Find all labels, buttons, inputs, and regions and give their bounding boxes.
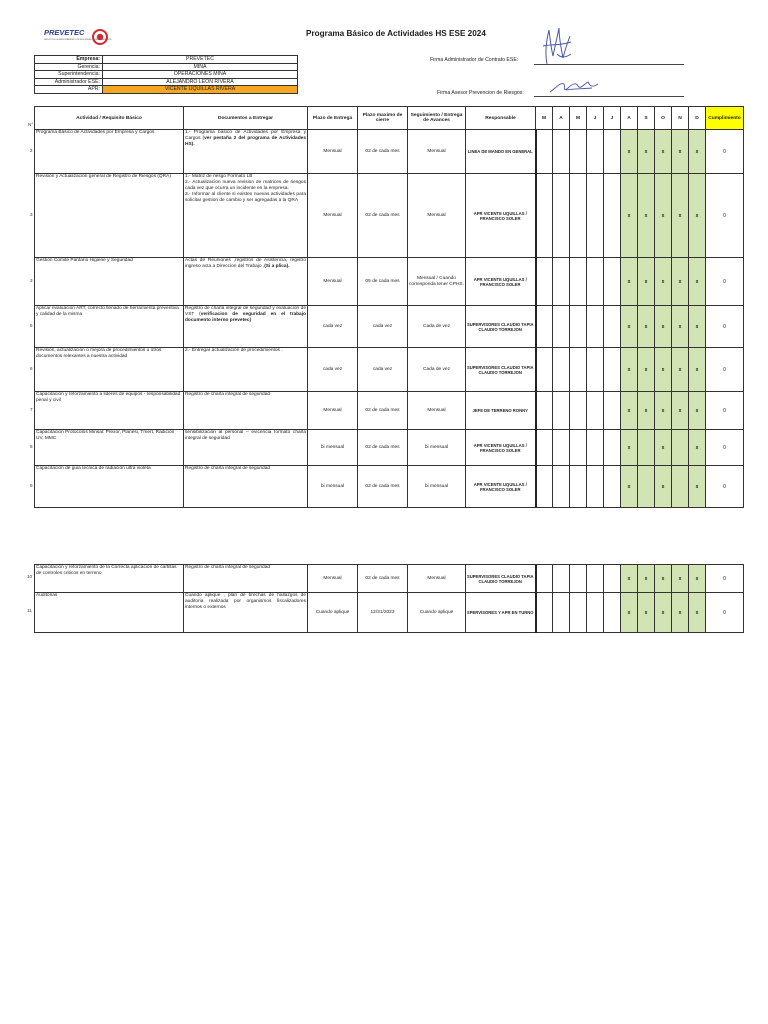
month-mark-cell — [570, 392, 587, 430]
responsible-cell: APR VICENTE UQUILLAS / FRANCISCO SOLER — [466, 466, 536, 508]
month-mark-cell: x — [621, 392, 638, 430]
month-mark-cell: x — [621, 348, 638, 392]
signature-asesor-image — [548, 78, 600, 101]
month-mark-cell — [553, 174, 570, 258]
header-month: M — [536, 107, 553, 130]
row-number: 11 — [27, 608, 32, 613]
month-mark-cell — [536, 593, 553, 633]
documents-text: Registro de charla integral de seguridad — [185, 565, 271, 570]
table-row — [35, 130, 744, 174]
close-cell: 02 de cada mes — [358, 466, 408, 508]
logo-subtext: SERVICIOS DE ASESORAMIENTO EN SEGURIDAD Y MEDIO AMBIENTE — [44, 39, 112, 41]
month-mark-cell: x — [689, 392, 706, 430]
activity-cell: Revisión, actualización o mejora de procedimientos u otros documentos relexantes a nuestra actividad — [35, 348, 184, 392]
month-mark-cell — [672, 430, 689, 466]
month-mark-cell — [604, 392, 621, 430]
table-gap-cell — [35, 508, 744, 565]
documents-text: 1.- Programa básico de Actividades por Empresa y Cargos ( — [185, 130, 306, 141]
month-mark-cell: x — [621, 306, 638, 348]
header-followup: Seguimiento / Entrega de Avances — [408, 107, 466, 130]
month-mark-cell: x — [689, 593, 706, 633]
month-mark-cell: x — [655, 593, 672, 633]
info-value: VICENTE UQUILLAS RIVERA — [103, 86, 298, 94]
month-mark-cell: x — [689, 258, 706, 306]
month-mark-cell — [672, 466, 689, 508]
month-mark-cell: x — [621, 430, 638, 466]
table-row — [35, 430, 744, 466]
close-cell: 12/31/2023 — [358, 593, 408, 633]
documents-cell — [184, 565, 308, 593]
header-deadline: Plazo de Entrega — [308, 107, 358, 130]
month-mark-cell — [604, 306, 621, 348]
month-mark-cell — [638, 430, 655, 466]
documents-cell — [184, 174, 308, 258]
table-row — [35, 258, 744, 306]
info-label: Superintendencia: — [35, 71, 103, 79]
info-row-administrador — [35, 78, 298, 86]
table-body — [35, 130, 744, 633]
month-mark-cell — [553, 565, 570, 593]
month-mark-cell — [570, 593, 587, 633]
compliance-cell: 0 — [706, 174, 744, 258]
month-mark-cell: x — [621, 130, 638, 174]
table-header-row — [35, 107, 744, 130]
deadline-cell: Mensual — [308, 174, 358, 258]
month-mark-cell — [570, 348, 587, 392]
followup-cell: Mensual / Cuando corresponda tener CPHS. — [408, 258, 466, 306]
responsible-cell: LINEA DE MANDO EN GENERAL — [466, 130, 536, 174]
month-mark-cell: x — [672, 174, 689, 258]
month-mark-cell — [587, 565, 604, 593]
documents-cell — [184, 348, 308, 392]
month-mark-cell: x — [621, 466, 638, 508]
month-mark-cell: x — [672, 593, 689, 633]
month-mark-cell: x — [689, 348, 706, 392]
deadline-cell: bi mensual — [308, 466, 358, 508]
month-mark-cell: x — [638, 258, 655, 306]
month-mark-cell — [587, 258, 604, 306]
month-mark-cell — [553, 348, 570, 392]
table-row — [35, 565, 744, 593]
month-mark-cell — [553, 392, 570, 430]
header-month: A — [553, 107, 570, 130]
month-mark-cell — [604, 348, 621, 392]
month-mark-cell — [536, 392, 553, 430]
page-title: Programa Básico de Actividades HS ESE 2024 — [306, 29, 486, 38]
followup-cell: Mensual — [408, 565, 466, 593]
month-mark-cell: x — [638, 392, 655, 430]
followup-cell: bi mensual — [408, 430, 466, 466]
documents-text: Actas de Reuniones ,registros de Asistencia, registro ingreso acta a Direccion del Trabajo , — [185, 258, 306, 269]
month-mark-cell: x — [621, 174, 638, 258]
activity-cell: Gestión Comité Paritario Higiene y Seguridad — [35, 258, 184, 306]
month-mark-cell — [587, 306, 604, 348]
close-cell: 02 de cada mes — [358, 130, 408, 174]
info-label: Gerencia: — [35, 63, 103, 71]
table-row — [35, 348, 744, 392]
header-month: J — [604, 107, 621, 130]
table-row — [35, 392, 744, 430]
responsible-cell: JEFE DE TERRENO RONNY — [466, 392, 536, 430]
row-number-header: N° — [28, 122, 34, 127]
month-mark-cell: x — [689, 430, 706, 466]
month-mark-cell — [553, 466, 570, 508]
header-month: A — [621, 107, 638, 130]
header-month: M — [570, 107, 587, 130]
signature-asesor-label: Firma Asesor Prevencion de Riesgos: — [437, 90, 524, 96]
month-mark-cell — [604, 593, 621, 633]
row-number: 5 — [30, 323, 33, 328]
responsible-cell: SUPERVISORES CLAUDIO TAPIA CLAUDIO TORREJON — [466, 306, 536, 348]
month-mark-cell: x — [689, 306, 706, 348]
signature-admin-image — [537, 24, 577, 73]
row-number: 6 — [30, 366, 33, 371]
month-mark-cell — [570, 565, 587, 593]
responsible-cell: SUPERVISORES CLAUDIO TAPIA CLAUDIO TORREJON — [466, 565, 536, 593]
compliance-cell: 0 — [706, 258, 744, 306]
month-mark-cell — [536, 258, 553, 306]
month-mark-cell: x — [638, 565, 655, 593]
compliance-cell: 0 — [706, 392, 744, 430]
month-mark-cell — [587, 130, 604, 174]
header-month: J — [587, 107, 604, 130]
followup-cell: Cada de vez — [408, 348, 466, 392]
logo-text: PREVETEC — [44, 28, 85, 37]
month-mark-cell — [587, 430, 604, 466]
close-cell: cada vez — [358, 306, 408, 348]
documents-bold-text: verificacion de seguridad en el trabajo documento interno prevetec) — [185, 312, 306, 323]
month-mark-cell — [570, 258, 587, 306]
activity-cell: Programa Básico de Actividades por Empresa y Cargos — [35, 130, 184, 174]
deadline-cell: Mensual — [308, 565, 358, 593]
logo-graphic — [42, 26, 114, 48]
month-mark-cell: x — [672, 258, 689, 306]
month-mark-cell — [536, 466, 553, 508]
responsible-cell: SUPERVISORES CLAUDIO TAPIA CLAUDIO TORREJON — [466, 348, 536, 392]
followup-cell: Mensual — [408, 130, 466, 174]
month-mark-cell: x — [672, 348, 689, 392]
month-mark-cell — [587, 593, 604, 633]
month-mark-cell — [587, 466, 604, 508]
close-cell: 02 de cada mes — [358, 565, 408, 593]
month-mark-cell — [553, 306, 570, 348]
info-row-superintendencia — [35, 71, 298, 79]
signature-admin-label: Firma Administrador de Contrato ESE: — [430, 57, 519, 63]
month-mark-cell: x — [655, 130, 672, 174]
row-number: 2 — [30, 148, 33, 153]
info-label: Administrador ESE: — [35, 78, 103, 86]
month-mark-cell — [604, 565, 621, 593]
responsible-cell: SPERVISORES Y APR EN TURNO — [466, 593, 536, 633]
month-mark-cell: x — [638, 130, 655, 174]
documents-text: Registro de charla integral de seguridad y evaluacion de VST ( — [185, 306, 306, 317]
month-mark-cell: x — [672, 130, 689, 174]
documents-text: Cuando aplique , plan de brechas de hallazgos de auditoria realizada por organismos fiscalizadores internos o externos — [185, 593, 306, 610]
documents-cell — [184, 130, 308, 174]
month-mark-cell — [604, 258, 621, 306]
month-mark-cell — [570, 466, 587, 508]
row-number: 3 — [30, 212, 33, 217]
row-number: 7 — [30, 407, 33, 412]
compliance-cell: 0 — [706, 430, 744, 466]
month-mark-cell — [536, 565, 553, 593]
info-label: Empresa: — [35, 56, 103, 64]
responsible-cell: APR VICENTE UQUILLAS / FRANCISCO SOLER — [466, 430, 536, 466]
month-mark-cell — [604, 430, 621, 466]
followup-cell: Cuando aplique — [408, 593, 466, 633]
month-mark-cell — [604, 130, 621, 174]
compliance-cell: 0 — [706, 466, 744, 508]
month-mark-cell: x — [689, 565, 706, 593]
month-mark-cell: x — [655, 348, 672, 392]
month-mark-cell — [604, 174, 621, 258]
close-cell: 02 de cada mes — [358, 174, 408, 258]
documents-bold-text: (Si a plica). — [264, 264, 290, 269]
responsible-cell: APR VICENTE UQUILLAS / FRANCISCO SOLER — [466, 174, 536, 258]
documents-bold-text: ver pestaña 2 del programa de Actividades HS). — [185, 136, 306, 147]
info-value: ALEJANDRO LEON RIVERA — [103, 78, 298, 86]
activity-cell: Capacitación y reforzamiento a lideres de equipos - responsabilidad penal y civil — [35, 392, 184, 430]
info-row-gerencia — [35, 63, 298, 71]
row-number: 10 — [27, 574, 33, 579]
table-row — [35, 174, 744, 258]
activity-cell: Auditorias — [35, 593, 184, 633]
activity-cell: Capacitación de guia tecnica de radiación ultra violeta — [35, 466, 184, 508]
compliance-cell: 0 — [706, 348, 744, 392]
close-cell: 02 de cada mes — [358, 392, 408, 430]
month-mark-cell — [536, 348, 553, 392]
company-info-table — [34, 55, 298, 94]
month-mark-cell — [536, 130, 553, 174]
month-mark-cell — [638, 466, 655, 508]
month-mark-cell: x — [655, 306, 672, 348]
month-mark-cell — [553, 130, 570, 174]
followup-cell: bi mensual — [408, 466, 466, 508]
month-mark-cell: x — [672, 392, 689, 430]
documents-text: sensibilización al personal – evicencia formato charla integral de seguridad — [185, 430, 306, 441]
month-mark-cell — [536, 430, 553, 466]
month-mark-cell: x — [655, 258, 672, 306]
row-number: 3 — [30, 278, 33, 283]
compliance-cell: 0 — [706, 130, 744, 174]
header-close: Plazo maximo de cierre — [358, 107, 408, 130]
deadline-cell: Mensual — [308, 392, 358, 430]
close-cell: 02 de cada mes — [358, 430, 408, 466]
month-mark-cell: x — [621, 258, 638, 306]
documents-text: 2.- Entregar actualización de procedimientos . — [185, 348, 283, 353]
deadline-cell: cada vez — [308, 348, 358, 392]
documents-cell — [184, 430, 308, 466]
month-mark-cell — [570, 306, 587, 348]
deadline-cell: Mensual — [308, 130, 358, 174]
documents-cell — [184, 392, 308, 430]
table-gap-row — [35, 508, 744, 565]
month-mark-cell: x — [638, 306, 655, 348]
month-mark-cell: x — [672, 565, 689, 593]
month-mark-cell: x — [621, 593, 638, 633]
month-mark-cell — [553, 593, 570, 633]
activity-cell: Aplicar evaluacion ART, correcto llenado de herramienta preventiva y calidad de la misma — [35, 306, 184, 348]
header-activity: Actividad / Requisito Básico — [35, 107, 184, 130]
month-mark-cell: x — [689, 466, 706, 508]
deadline-cell: bi mensual — [308, 430, 358, 466]
month-mark-cell: x — [655, 565, 672, 593]
month-mark-cell: x — [638, 348, 655, 392]
info-label: APR: — [35, 86, 103, 94]
month-mark-cell: x — [655, 466, 672, 508]
row-number: 9 — [30, 483, 33, 488]
activity-cell: Capacitacion y reforzamiento de la Correcta aplicacion de cartillas de controles criticos en terreno — [35, 565, 184, 593]
documents-text: 1.- Matriz de riesgo Formato LB 2.- Actualizacion nueva revision de matrices de riesgos cada vez que ocurra un incidente en la empresa. 3.- Informar al cliente si existen nuevas actividades para solicitar gestion de cambio y ser agregadas a la QRA — [185, 174, 306, 203]
header-documents: Documentos a Entregar — [184, 107, 308, 130]
month-mark-cell: x — [638, 174, 655, 258]
month-mark-cell — [570, 430, 587, 466]
month-mark-cell — [587, 348, 604, 392]
header-month: S — [638, 107, 655, 130]
documents-cell — [184, 258, 308, 306]
followup-cell: Mensual — [408, 174, 466, 258]
month-mark-cell — [587, 174, 604, 258]
documents-cell — [184, 466, 308, 508]
header-month: N — [672, 107, 689, 130]
table-row — [35, 306, 744, 348]
prevetec-logo — [42, 26, 114, 48]
deadline-cell: Cuando aplique — [308, 593, 358, 633]
activity-cell: Revisión y Actualización general de Registro de Riesgos (QRA) — [35, 174, 184, 258]
header-month: O — [655, 107, 672, 130]
month-mark-cell — [536, 174, 553, 258]
month-mark-cell — [587, 392, 604, 430]
info-value: PREVETEC — [103, 56, 298, 64]
close-cell: cada vez — [358, 348, 408, 392]
compliance-cell: 0 — [706, 306, 744, 348]
month-mark-cell: x — [672, 306, 689, 348]
followup-cell: Cada de vez — [408, 306, 466, 348]
deadline-cell: Mensual — [308, 258, 358, 306]
documents-cell — [184, 306, 308, 348]
info-value: OPERACIONES MINA — [103, 71, 298, 79]
documents-text: Registro de charla integral de seguridad — [185, 392, 271, 397]
deadline-cell: cada vez — [308, 306, 358, 348]
row-number: 8 — [30, 444, 33, 449]
month-mark-cell: x — [655, 174, 672, 258]
month-mark-cell — [570, 130, 587, 174]
compliance-cell: 0 — [706, 565, 744, 593]
activities-table — [34, 106, 744, 633]
month-mark-cell — [604, 466, 621, 508]
header-responsible: Responsable — [466, 107, 536, 130]
table-row — [35, 466, 744, 508]
month-mark-cell: x — [655, 392, 672, 430]
table-row — [35, 593, 744, 633]
month-mark-cell: x — [689, 130, 706, 174]
documents-text: Registro de charla integral de seguridad — [185, 466, 271, 471]
month-mark-cell — [570, 174, 587, 258]
month-mark-cell: x — [655, 430, 672, 466]
month-mark-cell — [553, 430, 570, 466]
info-value: MINA — [103, 63, 298, 71]
info-row-empresa — [35, 56, 298, 64]
activity-cell: Capacitacion Protocolos Minsal: Prexor, Planesi, Tmert, Radición UV, MMC — [35, 430, 184, 466]
month-mark-cell — [553, 258, 570, 306]
month-mark-cell: x — [621, 565, 638, 593]
month-mark-cell: x — [689, 174, 706, 258]
compliance-cell: 0 — [706, 593, 744, 633]
header-compliance: Cumplimiento — [706, 107, 744, 130]
month-mark-cell — [536, 306, 553, 348]
documents-cell — [184, 593, 308, 633]
month-mark-cell: x — [638, 593, 655, 633]
info-row-apr — [35, 86, 298, 94]
responsible-cell: APR VICENTE UQUILLAS / FRANCISCO SOLER — [466, 258, 536, 306]
close-cell: 05 de cada mes — [358, 258, 408, 306]
followup-cell: Mensual — [408, 392, 466, 430]
header-month: D — [689, 107, 706, 130]
